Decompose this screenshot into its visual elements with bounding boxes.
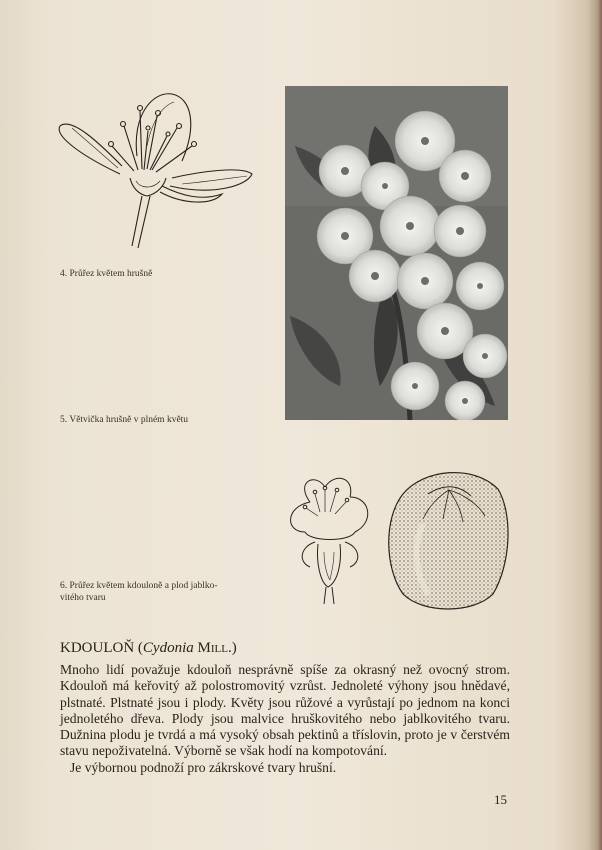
figure-6-caption	[60, 580, 218, 604]
section-title-prefix: KDOULOŇ (	[60, 640, 143, 656]
section-title-author: Mill.	[193, 640, 232, 656]
page-number: 15	[494, 792, 507, 807]
pear-branch-photo	[285, 86, 508, 420]
figure-6-caption-line1: 6. Průřez květem kdouloně a plod jablko-	[60, 581, 218, 591]
figure-4-caption: 4. Průřez květem hrušně	[60, 269, 153, 279]
figure-5-caption: 5. Větvička hrušně v plném květu	[60, 415, 189, 425]
section-title-suffix: )	[231, 640, 237, 656]
pear-flower-section-drawing	[52, 86, 262, 256]
quince-flower-section-drawing	[280, 472, 380, 608]
figure-6-caption-line2: vitého tvaru	[60, 593, 106, 603]
paragraph-2: Je výbornou podnoží pro zákrskové tvary hrušní.	[70, 759, 337, 775]
section-title	[60, 640, 237, 657]
quince-fruit-drawing	[383, 464, 513, 614]
section-title-latin: Cydonia	[142, 640, 194, 656]
paragraph-1: Mnoho lidí považuje kdouloň nesprávně spíše za okrasný než ovocný strom. Kdouloň má keřovitý až polostromovitý vzrůst. Jednoleté výhony jsou hnědavé, plstnaté. Plstnaté jsou i plody. Květy jsou růžové a vyrůstají po jednom na konci jednoletého dřeva. Plody jsou malvice hruškovitého nebo jablkovitého tvaru. Dužnina plodu je tvrdá a má vysoký obsah pektinů a tříslovin, proto je v čerstvém stavu nepoživatelná. Výborně se však hodí na kompotování.	[60, 662, 510, 759]
body-text	[60, 662, 510, 776]
page-edge-shadow	[588, 0, 602, 850]
